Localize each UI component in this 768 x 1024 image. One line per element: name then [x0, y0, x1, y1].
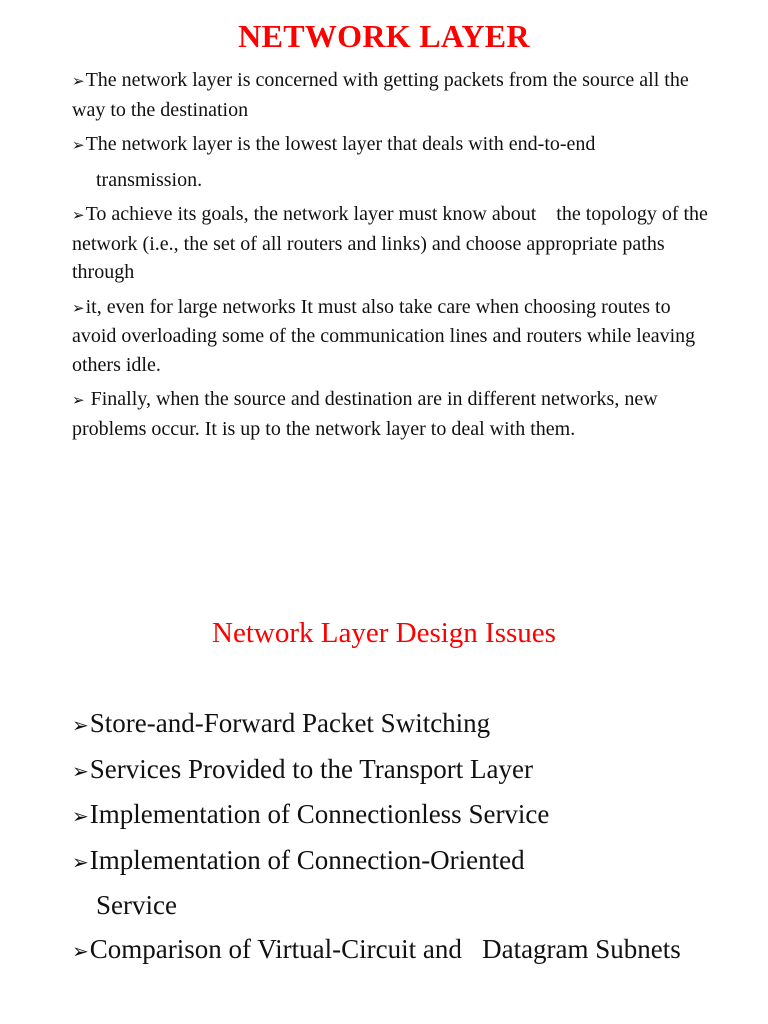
bullet-text: it, even for large networks It must also take care when choosing routes to avoid overloading some of the communication lines and routers while leaving others idle. — [72, 295, 696, 376]
bullet-text: Finally, when the source and destination are in different networks, new problems occur. It is up to the network layer to deal with them. — [72, 388, 663, 440]
list-item-text: Comparison of Virtual-Circuit and Datagram Subnets — [89, 933, 681, 964]
design-issues-list — [72, 702, 732, 973]
arrow-bullet-icon: ➢ — [72, 938, 89, 963]
bullet-text: The network layer is concerned with getting packets from the source all the way to the destination — [72, 69, 689, 121]
list-item — [72, 928, 732, 974]
intro-section — [72, 66, 712, 449]
list-item-text: Implementation of Connectionless Service — [89, 799, 550, 829]
arrow-bullet-icon: ➢ — [72, 206, 85, 224]
arrow-bullet-icon: ➢ — [72, 72, 85, 90]
list-item-text: Store-and-Forward Packet Switching — [89, 708, 491, 738]
bullet-item — [72, 130, 712, 194]
list-item — [72, 793, 732, 839]
bullet-item — [72, 293, 712, 380]
list-item — [72, 839, 732, 928]
arrow-bullet-icon: ➢ — [72, 849, 89, 874]
list-item — [72, 702, 732, 748]
list-item-text: Services Provided to the Transport Layer — [89, 753, 533, 784]
bullet-item — [72, 66, 712, 124]
arrow-bullet-icon: ➢ — [72, 758, 89, 783]
bullet-text: To achieve its goals, the network layer must know about the topology of the network (i.e., the set of all routers and links) and choose appropriate paths through — [72, 203, 713, 283]
bullet-text: The network layer is the lowest layer that deals with end-to-end — [85, 133, 596, 155]
design-issues-title: Network Layer Design Issues — [212, 617, 556, 649]
arrow-bullet-icon: ➢ — [72, 804, 89, 828]
arrow-bullet-icon: ➢ — [72, 136, 85, 154]
list-item-text: Implementation of Connection-Oriented — [89, 844, 525, 875]
arrow-bullet-icon: ➢ — [72, 391, 85, 409]
list-item — [72, 748, 732, 794]
bullet-item — [72, 385, 712, 443]
arrow-bullet-icon: ➢ — [72, 713, 89, 737]
arrow-bullet-icon: ➢ — [72, 298, 85, 317]
bullet-continuation: transmission. — [96, 168, 203, 191]
page-title: NETWORK LAYER — [238, 18, 530, 54]
list-item-continuation: Service — [96, 890, 177, 920]
bullet-item — [72, 200, 712, 287]
